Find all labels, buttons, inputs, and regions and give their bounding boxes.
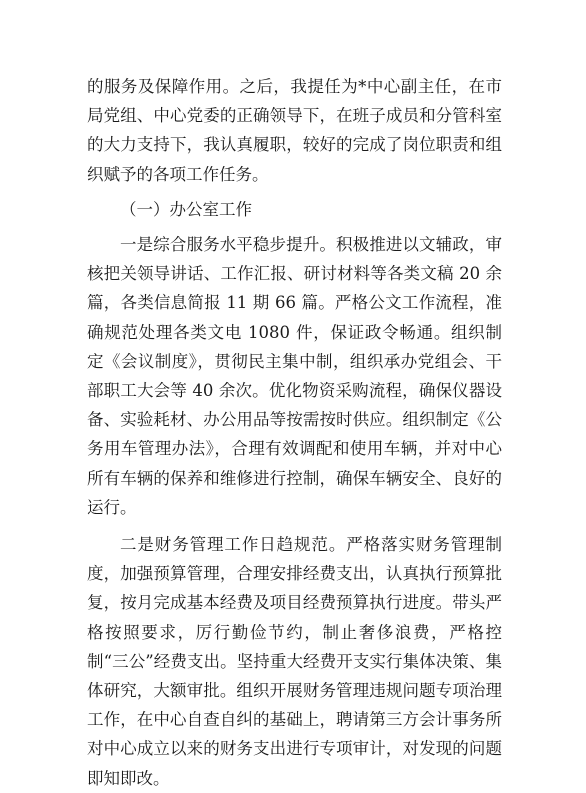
paragraph-continuation: 的服务及保障作用。之后，我提任为*中心副主任，在市局党组、中心党委的正确领导下，在班子成员和分管科室的大力支持下，我认真履职，较好的完成了岗位职责和组织赋予的各项工作任务。	[87, 77, 502, 184]
paragraph-comprehensive-service: 一是综合服务水平稳步提升。积极推进以文辅政，审核把关领导讲话、工作汇报、研讨材料等各类文稿 20 余篇，各类信息简报 11 期 66 篇。严格公文工作流程，准确规范处理各类文电 1080 件，保证政令畅通。组织制定《会议制度》，贯彻民主集中制，组织承办党组会、干部职工大会等 40 余次。优化物资采购流程，确保仪器设备、实验耗材、办公用品等按需按时供应。组织制定《公务用车管理办法》，合理有效调配和使用车辆，并对中心所有车辆的保养和维修进行控制，确保车辆安全、良好的运行。	[87, 235, 502, 517]
document-body	[87, 72, 502, 793]
section-heading-office-work: （一）办公室工作	[120, 199, 252, 219]
paragraph-financial-management: 二是财务管理工作日趋规范。严格落实财务管理制度，加强预算管理，合理安排经费支出，认真执行预算批复，按月完成基本经费及项目经费预算执行进度。带头严格按照要求，厉行勤俭节约，制止奢侈浪费，严格控制“三公”经费支出。坚持重大经费开支实行集体决策、集体研究，大额审批。组织开展财务管理违规问题专项治理工作，在中心自查自纠的基础上，聘请第三方会计事务所对中心成立以来的财务支出进行专项审计，对发现的问题即知即改。	[87, 535, 502, 788]
